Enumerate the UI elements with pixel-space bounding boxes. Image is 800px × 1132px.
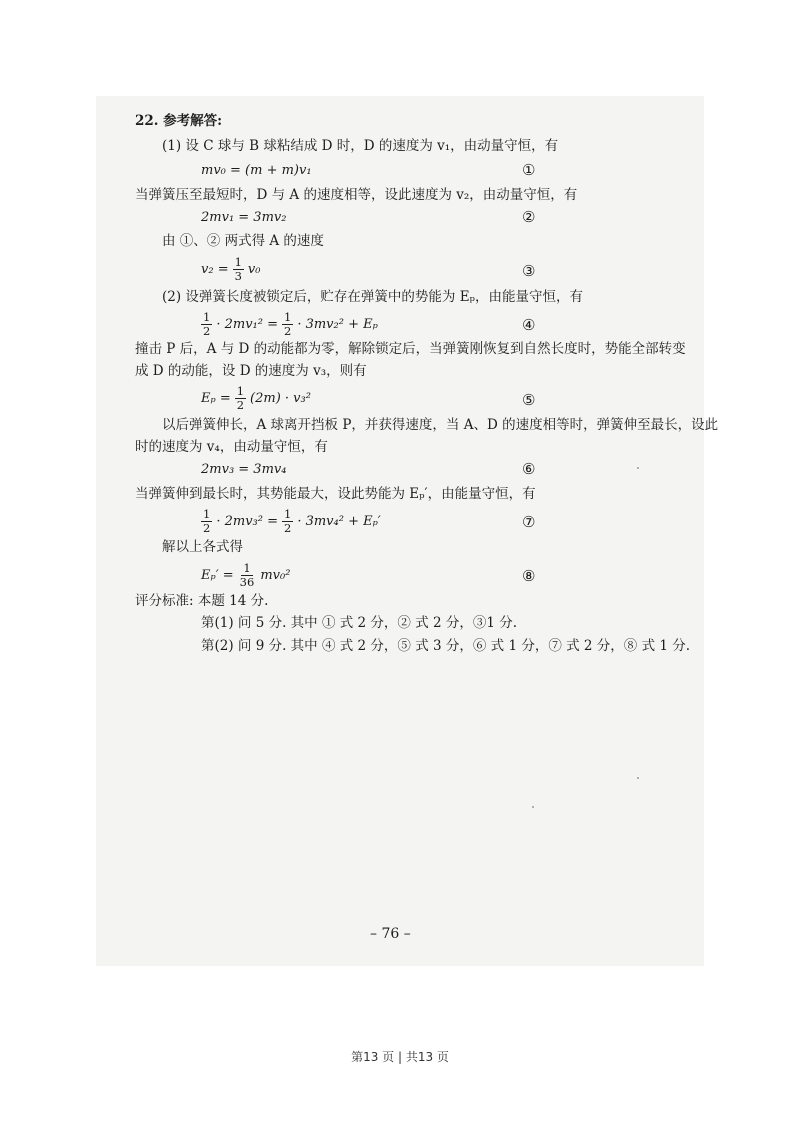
equation-5: Eₚ = $\frac{1}{2}$ (2m) · v₃² xyxy=(201,384,311,412)
equation-6: 2mv₃ = 3mv₄ xyxy=(201,462,287,477)
paragraph-5b: 成 D 的动能，设 D 的速度为 v₃，则有 xyxy=(135,363,367,379)
paragraph-3: 由 ①、② 两式得 A 的速度 xyxy=(162,233,324,249)
paragraph-2: 当弹簧压至最短时，D 与 A 的速度相等，设此速度为 v₂，由动量守恒，有 xyxy=(135,187,578,203)
marker-3: ③ xyxy=(522,262,536,280)
equation-4: $\frac{1}{2}$ · 2mv₁² = $\frac{1}{2}$ · 3mv₂² + Eₚ xyxy=(203,310,378,338)
paragraph-4: (2) 设弹簧长度被锁定后，贮存在弹簧中的势能为 Eₚ，由能量守恒，有 xyxy=(162,289,583,305)
paragraph-6a: 以后弹簧伸长，A 球离开挡板 P，并获得速度，当 A、D 的速度相等时，弹簧伸至最长，设此 xyxy=(162,417,719,433)
section-heading: 22. 参考解答: xyxy=(135,113,223,129)
paragraph-8: 解以上各式得 xyxy=(162,539,243,555)
scoring-part-1: 第(1) 问 5 分. 其中 ① 式 2 分，② 式 2 分，③1 分. xyxy=(201,615,518,631)
scoring-title: 评分标准: 本题 14 分. xyxy=(135,593,269,609)
marker-4: ④ xyxy=(522,316,536,334)
marker-5: ⑤ xyxy=(522,391,536,409)
equation-2: 2mv₁ = 3mv₂ xyxy=(201,210,287,225)
marker-1: ① xyxy=(522,161,536,179)
scan-speck xyxy=(637,777,639,779)
equation-3: v₂ = $\frac{1}{3}$ v₀ xyxy=(201,255,261,283)
page-footer: 第13 页 | 共13 页 xyxy=(351,1050,449,1064)
paragraph-1: (1) 设 C 球与 B 球粘结成 D 时，D 的速度为 v₁，由动量守恒，有 xyxy=(162,138,559,154)
equation-1: mv₀ = (m + m)v₁ xyxy=(201,163,312,178)
marker-6: ⑥ xyxy=(522,460,536,478)
scoring-part-2: 第(2) 问 9 分. 其中 ④ 式 2 分，⑤ 式 3 分，⑥ 式 1 分，⑦ 式 2 分，⑧ 式 1 分. xyxy=(201,638,691,654)
marker-8: ⑧ xyxy=(522,567,536,585)
paragraph-6b: 时的速度为 v₄，由动量守恒，有 xyxy=(135,439,328,455)
scanned-page xyxy=(96,96,704,966)
page-number: – 76 – xyxy=(370,926,411,942)
paragraph-7: 当弹簧伸到最长时，其势能最大，设此势能为 Eₚ′，由能量守恒，有 xyxy=(135,486,536,502)
scan-speck xyxy=(637,467,639,469)
equation-8: Eₚ′ = $\frac{1}{36}$ mv₀² xyxy=(201,561,291,589)
paragraph-5a: 撞击 P 后，A 与 D 的动能都为零，解除锁定后，当弹簧刚恢复到自然长度时，势能全部转变 xyxy=(135,341,686,357)
marker-7: ⑦ xyxy=(522,513,536,531)
equation-7: $\frac{1}{2}$ · 2mv₃² = $\frac{1}{2}$ · 3mv₄² + Eₚ′ xyxy=(203,507,381,535)
marker-2: ② xyxy=(522,208,536,226)
scan-speck xyxy=(532,806,534,808)
